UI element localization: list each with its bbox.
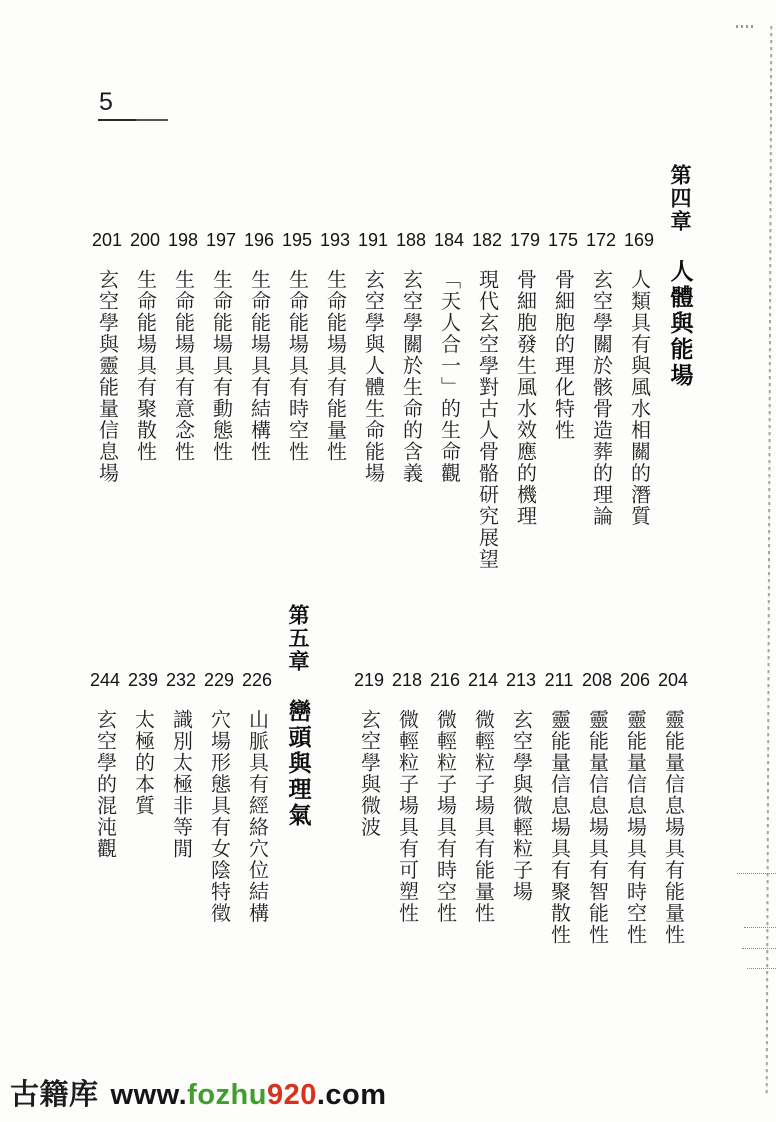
toc-entry-column [354, 160, 392, 484]
entry-title: 識別太極非等閒 [169, 709, 192, 860]
toc-entry-column [88, 160, 126, 484]
toc-entry-column [464, 600, 502, 924]
watermark-url-green: fozhu [187, 1079, 267, 1111]
entry-title: 靈能量信息場具有聚散性 [547, 709, 570, 946]
scan-dotted-line-artifact [737, 873, 776, 874]
entry-title: 玄空學與人體生命能場 [361, 269, 384, 484]
entry-title: 穴場形態具有女陰特徵 [207, 709, 230, 924]
toc-entry-column [578, 600, 616, 946]
entry-title: 微輕粒子場具有時空性 [433, 709, 456, 924]
chapter5-title: 巒頭與理氣 [285, 699, 311, 829]
watermark [10, 1072, 387, 1113]
entry-page-number: 214 [467, 670, 499, 690]
chapter5-heading-column [276, 600, 320, 829]
toc-entry-column [544, 160, 582, 441]
toc-entry-column [350, 600, 388, 838]
entry-page-number: 175 [547, 230, 579, 250]
toc-entry-column [86, 600, 124, 860]
toc-entry-column [654, 600, 692, 946]
entry-page-number: 229 [203, 670, 235, 690]
toc-entry-column [238, 600, 276, 924]
entry-page-number: 226 [241, 670, 273, 690]
scan-speck-artifact [736, 25, 754, 28]
entry-page-number: 239 [127, 670, 159, 690]
toc-entry-column [278, 160, 316, 463]
toc-entry-column [126, 160, 164, 463]
entry-title: 山脈具有經絡穴位結構 [245, 709, 268, 924]
entry-title: 生命能場具有動態性 [209, 269, 232, 463]
entry-page-number: 201 [91, 230, 123, 250]
entry-title: 玄空學與微波 [357, 709, 380, 838]
toc-entry-column [392, 160, 430, 484]
chapter4-label: 第四章 [668, 164, 692, 233]
toc-entry-column [240, 160, 278, 463]
entry-page-number: 232 [165, 670, 197, 690]
entry-title: 太極的本質 [131, 709, 154, 817]
toc-entry-column [540, 600, 578, 946]
entry-page-number: 196 [243, 230, 275, 250]
entry-page-number: 208 [581, 670, 613, 690]
toc-entry-column [468, 160, 506, 570]
toc-entry-column [430, 160, 468, 484]
toc-entry-column [426, 600, 464, 924]
entry-title: 生命能場具有時空性 [285, 269, 308, 463]
toc-band-chapter5 [0, 600, 776, 1010]
scan-dotted-line-artifact [742, 948, 776, 949]
entry-title: 微輕粒子場具有能量性 [471, 709, 494, 924]
entry-page-number: 188 [395, 230, 427, 250]
entry-page-number: 172 [585, 230, 617, 250]
entry-page-number: 213 [505, 670, 537, 690]
chapter4-title: 人體與能場 [667, 259, 693, 389]
entry-title: 靈能量信息場具有時空性 [623, 709, 646, 946]
watermark-url-red: 920 [266, 1079, 317, 1111]
toc-band-chapter4 [0, 160, 776, 600]
toc-entry-column [124, 600, 162, 817]
entry-page-number: 244 [89, 670, 121, 690]
entry-title: 玄空學關於生命的含義 [399, 269, 422, 484]
entry-page-number: 195 [281, 230, 313, 250]
entry-page-number: 193 [319, 230, 351, 250]
scan-dotted-line-artifact [744, 927, 776, 928]
entry-page-number: 169 [623, 230, 655, 250]
entry-title: 玄空學的混沌觀 [93, 709, 116, 860]
entry-title: 玄空學關於骸骨造葬的理論 [589, 269, 612, 527]
toc-entry-column [200, 600, 238, 924]
toc-entry-column [582, 160, 620, 527]
folio-underline [98, 119, 168, 121]
entry-page-number: 219 [353, 670, 385, 690]
toc-entry-column [164, 160, 202, 463]
entry-title: 生命能場具有能量性 [323, 269, 346, 463]
entry-page-number: 200 [129, 230, 161, 250]
folio-page-number: 5 [99, 88, 113, 116]
chapter5-label: 第五章 [286, 604, 310, 673]
entry-page-number: 198 [167, 230, 199, 250]
entry-title: 生命能場具有意念性 [171, 269, 194, 463]
entry-page-number: 184 [433, 230, 465, 250]
toc-entry-column [202, 160, 240, 463]
entry-title: 人類具有與風水相關的潛質 [627, 269, 650, 527]
entry-title: 生命能場具有結構性 [247, 269, 270, 463]
entry-title: 骨細胞的理化特性 [551, 269, 574, 441]
toc-entry-column [316, 160, 354, 463]
toc-entry-column [162, 600, 200, 860]
entry-title: 微輕粒子場具有可塑性 [395, 709, 418, 924]
watermark-site-name: 古籍库 [10, 1079, 99, 1111]
entry-page-number: 182 [471, 230, 503, 250]
watermark-url-www: www. [110, 1079, 188, 1111]
scan-dotted-line-artifact [747, 968, 776, 969]
entry-title: 骨細胞發生風水效應的機理 [513, 269, 536, 527]
chapter4-heading-column [658, 160, 702, 389]
entry-page-number: 216 [429, 670, 461, 690]
entry-title: 現代玄空學對古人骨骼研究展望 [475, 269, 498, 570]
toc-entry-column [616, 600, 654, 946]
entry-page-number: 218 [391, 670, 423, 690]
entry-page-number: 206 [619, 670, 651, 690]
entry-page-number: 211 [544, 670, 574, 690]
entry-title: 生命能場具有聚散性 [133, 269, 156, 463]
entry-page-number: 179 [509, 230, 541, 250]
toc-entry-column [388, 600, 426, 924]
toc-entry-column [502, 600, 540, 903]
toc-entry-column [620, 160, 658, 527]
entry-title: 玄空學與靈能量信息場 [95, 269, 118, 484]
toc-entry-column [506, 160, 544, 527]
entry-title: 靈能量信息場具有智能性 [585, 709, 608, 946]
entry-title: 靈能量信息場具有能量性 [661, 709, 684, 946]
entry-page-number: 191 [357, 230, 389, 250]
entry-title: 「天人合一」的生命觀 [437, 269, 460, 484]
watermark-url-suffix: .com [316, 1079, 387, 1111]
entry-page-number: 204 [657, 670, 689, 690]
entry-page-number: 197 [205, 230, 237, 250]
entry-title: 玄空學與微輕粒子場 [509, 709, 532, 903]
